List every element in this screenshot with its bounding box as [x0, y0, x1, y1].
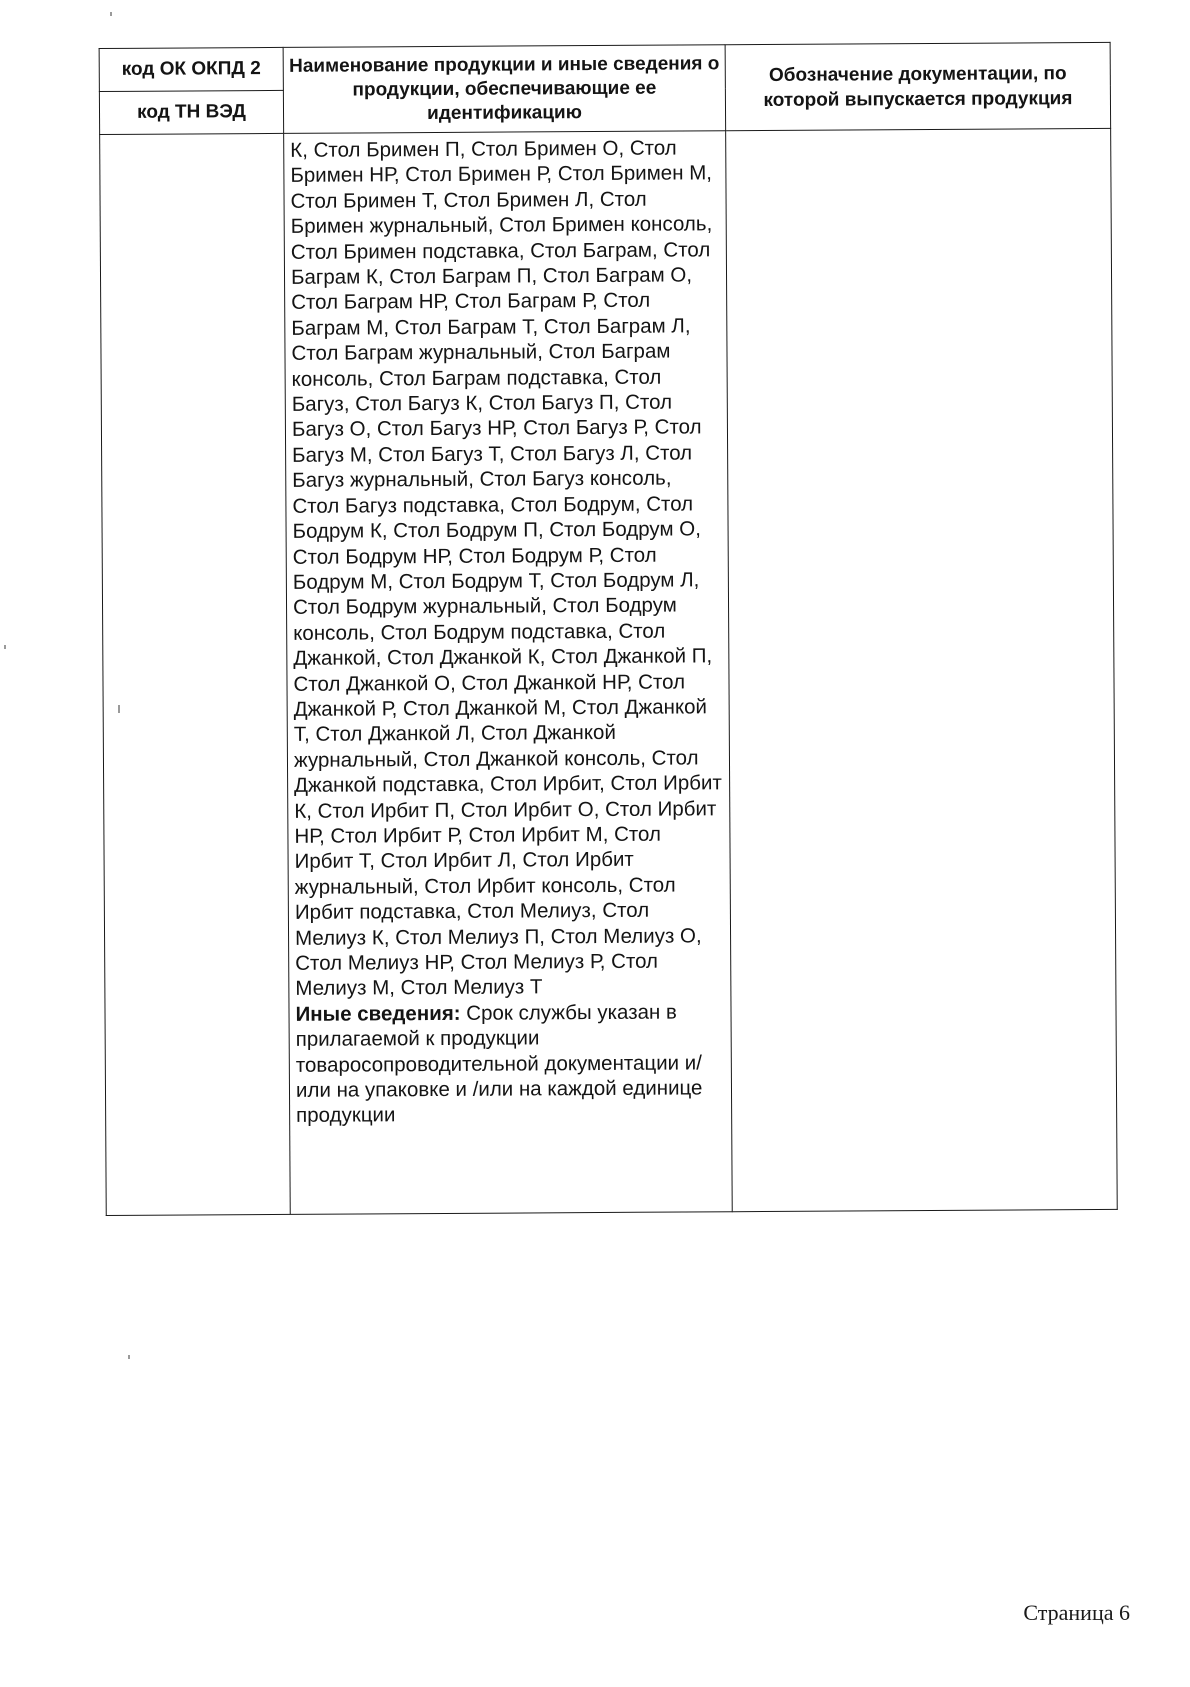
page-number: Страница 6 [1023, 1600, 1130, 1625]
table-header-row [99, 42, 1110, 91]
header-documentation: Обозначение документации, по которой выпускается продукция [725, 42, 1111, 130]
scan-speck [110, 12, 112, 16]
header-tnved-code: код ТН ВЭД [99, 90, 283, 134]
scan-speck [128, 1355, 130, 1359]
other-info-label: Иные сведения: [295, 1001, 461, 1026]
product-table [99, 42, 1118, 1216]
product-list-text: К, Стол Бримен П, Стол Бримен О, Стол Бримен НР, Стол Бримен Р, Стол Бримен М, Стол Бримен Т, Стол Бримен Л, Стол Бримен журнальный, Стол Бримен консоль, Стол Бримен подставка, Стол Баграм, Стол Баграм К, Стол Баграм П, Стол Баграм О, Стол Баграм НР, Стол Баграм Р, Стол Баграм М, Стол Баграм Т, Стол Баграм Л, Стол Баграм журнальный, Стол Баграм консоль, Стол Баграм подставка, Стол Багуз, Стол Багуз К, Стол Багуз П, Стол Багуз О, Стол Багуз НР, Стол Багуз Р, Стол Багуз М, Стол Багуз Т, Стол Багуз Л, Стол Багуз журнальный, Стол Багуз консоль, Стол Багуз подставка, Стол Бодрум, Стол Бодрум К, Стол Бодрум П, Стол Бодрум О, Стол Бодрум НР, Стол Бодрум Р, Стол Бодрум М, Стол Бодрум Т, Стол Бодрум Л, Стол Бодрум журнальный, Стол Бодрум консоль, Стол Бодрум подставка, Стол Джанкой, Стол Джанкой К, Стол Джанкой П, Стол Джанкой О, Стол Джанкой НР, Стол Джанкой Р, Стол Джанкой М, Стол Джанкой Т, Стол Джанкой Л, Стол Джанкой журнальный, Стол Джанкой консоль, Стол Джанкой подставка, Стол Ирбит, Стол Ирбит К, Стол Ирбит П, Стол Ирбит О, Стол Ирбит НР, Стол Ирбит Р, Стол Ирбит М, Стол Ирбит Т, Стол Ирбит Л, Стол Ирбит журнальный, Стол Ирбит консоль, Стол Ирбит подставка, Стол Мелиуз, Стол Мелиуз К, Стол Мелиуз П, Стол Мелиуз О, Стол Мелиуз НР, Стол Мелиуз Р, Стол Мелиуз М, Стол Мелиуз Т [290, 136, 722, 1001]
table-row [100, 128, 1118, 1215]
scan-speck [118, 705, 120, 713]
header-product-name: Наименование продукции и иные сведения о продукции, обеспечивающие ее идентификацию [283, 45, 726, 134]
cell-product-description [284, 131, 733, 1215]
scan-speck [4, 645, 6, 649]
other-info-text: Срок службы указан в прилагаемой к продукции товаросопроводительной документации и/или на упаковке и /или на каждой единице продукции [295, 1000, 703, 1128]
cell-code [100, 133, 291, 1215]
header-okpd-code: код ОК ОКПД 2 [99, 47, 283, 91]
cell-documentation [726, 128, 1118, 1211]
